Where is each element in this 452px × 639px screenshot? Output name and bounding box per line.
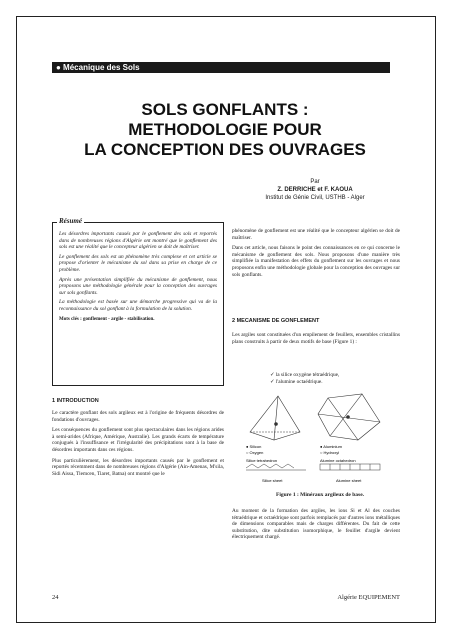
abstract-paragraph: Les désordres importants causés par le gonflement des sols et reportés dans de nombreuses régions d'Algérie ont montré que le gonflement des sols est une réalité que le concepteur algérien se doit de maîtriser. xyxy=(59,231,217,251)
mechanism-paragraph: Les argiles sont constituées d'un empilement de feuillets, ensembles cristallins plans construits à partir de deux motifs de base (Figure 1) : xyxy=(232,332,400,345)
title-line-2: METHODOLOGIE POUR xyxy=(128,120,322,139)
legend-silicon: ● Silicon xyxy=(246,444,262,449)
figure-caption: Figure 1 : Minéraux argileux de base. xyxy=(275,492,365,498)
abstract-paragraph: La méthodologie est basée sur une démarche progressive qui va de la reconnaissance du sol gonflant à la formulation de la solution. xyxy=(59,299,217,312)
abstract-paragraph: Après une présentation simplifiée du mécanisme de gonflement, nous proposons une méthodologie générale pour la conception des ouvrages sur sols gonflants. xyxy=(59,276,217,296)
title-line-3: LA CONCEPTION DES OUVRAGES xyxy=(84,140,366,159)
clay-minerals-figure xyxy=(240,392,390,488)
right-paragraph: phénomène de gonflement est une réalité que le concepteur algérien se doit de maîtriser. xyxy=(232,228,400,241)
abstract-label: Résumé xyxy=(59,217,82,225)
abstract-paragraph: Le gonflement des sols est un phénomène très complexe et cet article se propose d'orienter le mécanisme du sol dans sa prise en charge de ce problème. xyxy=(59,253,217,273)
bullet-item: ✓ l'alumine octaédrique. xyxy=(270,379,323,385)
section-label: ● Mécanique des Sols xyxy=(56,63,140,72)
right-column-top xyxy=(232,228,400,282)
page-number: 24 xyxy=(52,594,59,601)
section-banner xyxy=(52,62,390,73)
intro-paragraph: Le caractère gonflant des sols argileux est à l'origine de fréquents désordres de fondations d'ouvrages. xyxy=(52,410,224,423)
label-silice-tetrahedron: Silice tetrahedron xyxy=(246,458,278,463)
octahedron-drawing xyxy=(318,394,380,440)
silice-sheet-drawing xyxy=(246,464,306,470)
legend-hydroxyl: ○ Hydroxyl xyxy=(320,450,340,455)
mineral-bullets xyxy=(270,372,339,386)
bullet-item: ✓ la silice oxygène tétraédrique, xyxy=(270,372,340,378)
mechanism-heading: 2 MECANISME DE GONFLEMENT xyxy=(232,318,320,324)
title-line-1: SOLS GONFLANTS : xyxy=(141,100,309,119)
label-silice-sheet: Silice sheet xyxy=(262,478,283,483)
label-alumine-sheet: Alumine sheet xyxy=(336,478,362,483)
byline-par: Par xyxy=(310,179,320,185)
byline-affiliation: Institut de Génie Civil, USTHB - Alger xyxy=(265,195,365,201)
tetrahedron-drawing xyxy=(250,396,300,440)
right-paragraph: Dans cet article, nous faisons le point des connaissances en ce qui concerne le mécanisme de gonflement des sols. Nous proposons d'une manière très simplifiée la manifestation des effets du gonflement sur les ouvrages et nous proposons enfin une méthodologie globale pour la conception des ouvrages sur sols gonflants. xyxy=(232,245,400,278)
label-alumine-octahedron: Alumine octahedron xyxy=(320,458,356,463)
abstract-keywords: Mots clés : gonflement - argile - stabilisation. xyxy=(59,316,155,322)
abstract-box xyxy=(52,217,224,386)
journal-name: Algérie EQUIPEMENT xyxy=(337,594,400,601)
intro-paragraph: Les conséquences du gonflement sont plus spectaculaires dans les régions arides à semi-arides (Afrique, Amérique, Australie). Les grands écarts de température conjugués à l'insuffisance et l'irrégularité des précipitations sont à la base de désordres importants dans ces régions. xyxy=(52,427,224,453)
intro-column xyxy=(52,410,224,481)
alumine-sheet-drawing xyxy=(320,464,380,470)
substitution-paragraph: Au moment de la formation des argiles, les ions Si et Al des couches tétraédrique et octaédrique sont parfois remplacés par d'autres ions métalliques de dimensions comparables mais de charges différentes. Du fait de cette substitution, dite substitution isomorphique, le feuillet d'argile devient électriquement chargé. xyxy=(232,508,400,541)
intro-paragraph: Plus particulièrement, les désordres importants causés par le gonflement et reportés récemment dans de nombreuses régions d'Algérie (Ain-Amenas, M'sila, Sidi Aissa, Tlemcen, Tiaret, Batna) ont montré que le xyxy=(52,457,224,477)
intro-heading: 1 INTRODUCTION xyxy=(52,398,99,404)
legend-oxygen: ○ Oxygen xyxy=(246,450,264,455)
legend-aluminium: ● Aluminium xyxy=(320,444,342,449)
byline-authors: Z. DERRICHE et F. KAOUA xyxy=(277,187,353,193)
